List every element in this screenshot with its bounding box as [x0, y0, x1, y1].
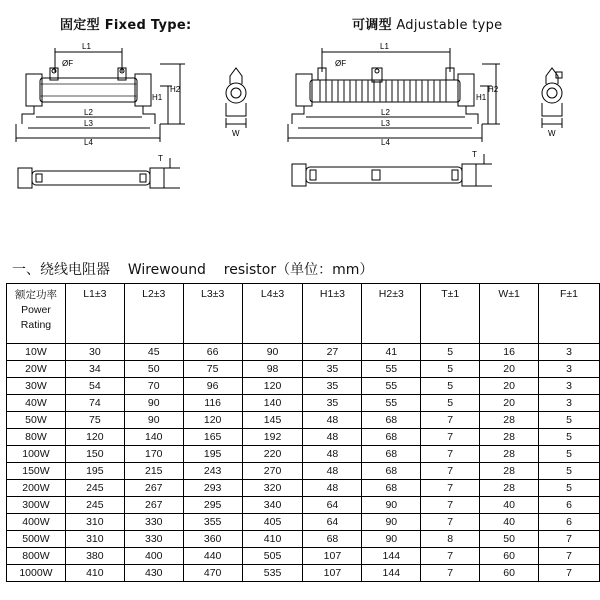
label-l2-fixed: L2 [84, 108, 93, 117]
table-cell: 68 [303, 531, 362, 548]
table-cell: 64 [303, 497, 362, 514]
label-w-adj: W [548, 129, 556, 138]
table-cell: 90 [362, 497, 421, 514]
table-cell: 270 [242, 463, 303, 480]
table-cell: 140 [124, 429, 183, 446]
fixed-top-view [18, 158, 180, 188]
table-cell: 140 [242, 395, 303, 412]
table-cell: 5 [421, 378, 480, 395]
table-cell: 48 [303, 480, 362, 497]
table-cell: 192 [242, 429, 303, 446]
table-cell: 7 [421, 429, 480, 446]
adjustable-top-view [292, 154, 492, 186]
table-cell: 440 [183, 548, 242, 565]
table-cell: 505 [242, 548, 303, 565]
table-row [7, 378, 600, 395]
table-cell: 5 [421, 344, 480, 361]
table-cell: 7 [421, 412, 480, 429]
label-l3-fixed: L3 [84, 119, 93, 128]
table-cell: 430 [124, 565, 183, 582]
fixed-type-cn: 固定型 [60, 18, 100, 33]
column-header: L2±3 [124, 284, 183, 344]
table-row [7, 429, 600, 446]
label-l3-adj: L3 [381, 119, 390, 128]
label-t-fixed: T [158, 154, 163, 163]
table-cell: 20 [480, 361, 539, 378]
power-rating-cell: 200W [7, 480, 66, 497]
rating-header-en1: Power [21, 304, 51, 316]
table-cell: 68 [362, 463, 421, 480]
table-cell: 165 [183, 429, 242, 446]
table-header-row [7, 284, 600, 344]
table-cell: 68 [362, 429, 421, 446]
column-header: L4±3 [242, 284, 303, 344]
table-row [7, 480, 600, 497]
table-row [7, 361, 600, 378]
table-cell: 120 [183, 412, 242, 429]
table-cell: 405 [242, 514, 303, 531]
column-header: L3±3 [183, 284, 242, 344]
column-header: H1±3 [303, 284, 362, 344]
table-cell: 7 [539, 531, 600, 548]
table-cell: 293 [183, 480, 242, 497]
dimension-labels [62, 42, 556, 163]
table-cell: 20 [480, 395, 539, 412]
label-l1-adj: L1 [380, 42, 389, 51]
label-h2-adj: H2 [488, 85, 499, 94]
table-row [7, 412, 600, 429]
table-cell: 70 [124, 378, 183, 395]
section-title-unit: resistor（单位：mm） [223, 262, 374, 278]
label-l4-fixed: L4 [84, 138, 93, 147]
table-cell: 310 [65, 514, 124, 531]
label-f-fixed: ØF [62, 59, 74, 68]
table-cell: 3 [539, 378, 600, 395]
table-row [7, 514, 600, 531]
table-cell: 41 [362, 344, 421, 361]
table-cell: 28 [480, 412, 539, 429]
table-cell: 267 [124, 497, 183, 514]
table-cell: 144 [362, 548, 421, 565]
table-cell: 48 [303, 412, 362, 429]
section-title-cn: 一、绕线电阻器 [12, 262, 110, 278]
label-l1-fixed: L1 [82, 42, 91, 51]
table-cell: 410 [65, 565, 124, 582]
adjustable-side-view [542, 68, 562, 128]
table-cell: 535 [242, 565, 303, 582]
table-cell: 144 [362, 565, 421, 582]
power-rating-cell: 100W [7, 446, 66, 463]
label-l2-adj: L2 [381, 108, 390, 117]
power-rating-cell: 10W [7, 344, 66, 361]
power-rating-cell: 50W [7, 412, 66, 429]
table-cell: 75 [65, 412, 124, 429]
label-l4-adj: L4 [381, 138, 390, 147]
table-cell: 90 [362, 531, 421, 548]
column-header-rating [7, 284, 66, 344]
table-cell: 16 [480, 344, 539, 361]
power-rating-cell: 500W [7, 531, 66, 548]
label-f-adj: ØF [335, 59, 347, 68]
table-cell: 116 [183, 395, 242, 412]
power-rating-cell: 30W [7, 378, 66, 395]
table-cell: 295 [183, 497, 242, 514]
table-row [7, 395, 600, 412]
power-rating-cell: 80W [7, 429, 66, 446]
table-cell: 107 [303, 548, 362, 565]
table-row [7, 531, 600, 548]
label-h2-fixed: H2 [170, 85, 181, 94]
fixed-side-view [226, 68, 246, 128]
table-cell: 8 [421, 531, 480, 548]
table-cell: 5 [539, 463, 600, 480]
table-cell: 243 [183, 463, 242, 480]
power-rating-cell: 20W [7, 361, 66, 378]
table-cell: 90 [124, 412, 183, 429]
adjustable-type-en: Adjustable type [396, 18, 503, 33]
table-cell: 30 [65, 344, 124, 361]
table-cell: 34 [65, 361, 124, 378]
table-row [7, 497, 600, 514]
table-cell: 5 [421, 361, 480, 378]
table-cell: 195 [183, 446, 242, 463]
power-rating-cell: 1000W [7, 565, 66, 582]
table-cell: 28 [480, 446, 539, 463]
dimension-drawing [0, 28, 600, 203]
table-cell: 400 [124, 548, 183, 565]
table-cell: 68 [362, 480, 421, 497]
table-cell: 60 [480, 565, 539, 582]
table-cell: 7 [421, 463, 480, 480]
table-cell: 50 [480, 531, 539, 548]
table-cell: 35 [303, 395, 362, 412]
table-cell: 35 [303, 361, 362, 378]
table-cell: 7 [421, 497, 480, 514]
table-cell: 90 [242, 344, 303, 361]
table-cell: 48 [303, 446, 362, 463]
table-cell: 54 [65, 378, 124, 395]
power-rating-cell: 800W [7, 548, 66, 565]
table-cell: 7 [539, 565, 600, 582]
label-t-adj: T [472, 150, 477, 159]
table-cell: 120 [65, 429, 124, 446]
rating-header-en2: Rating [20, 319, 52, 331]
table-cell: 28 [480, 480, 539, 497]
table-cell: 20 [480, 378, 539, 395]
table-cell: 64 [303, 514, 362, 531]
table-cell: 245 [65, 480, 124, 497]
table-cell: 107 [303, 565, 362, 582]
table-cell: 245 [65, 497, 124, 514]
table-cell: 96 [183, 378, 242, 395]
label-h1-adj: H1 [476, 93, 487, 102]
table-cell: 195 [65, 463, 124, 480]
table-cell: 7 [421, 446, 480, 463]
table-cell: 3 [539, 344, 600, 361]
table-cell: 27 [303, 344, 362, 361]
table-cell: 7 [539, 548, 600, 565]
column-header: L1±3 [65, 284, 124, 344]
table-cell: 3 [539, 395, 600, 412]
table-cell: 28 [480, 463, 539, 480]
power-rating-cell: 150W [7, 463, 66, 480]
section-title-en: Wirewound [127, 262, 206, 278]
adjustable-front-view [288, 48, 500, 142]
table-cell: 6 [539, 514, 600, 531]
table-cell: 60 [480, 548, 539, 565]
table-cell: 320 [242, 480, 303, 497]
table-cell: 120 [242, 378, 303, 395]
table-row [7, 446, 600, 463]
table-cell: 355 [183, 514, 242, 531]
table-cell: 3 [539, 361, 600, 378]
table-cell: 7 [421, 548, 480, 565]
table-cell: 150 [65, 446, 124, 463]
table-cell: 6 [539, 497, 600, 514]
spec-table [6, 283, 600, 582]
table-cell: 98 [242, 361, 303, 378]
table-cell: 330 [124, 514, 183, 531]
column-header: H2±3 [362, 284, 421, 344]
table-cell: 310 [65, 531, 124, 548]
table-cell: 410 [242, 531, 303, 548]
table-cell: 5 [421, 395, 480, 412]
table-body [7, 344, 600, 582]
table-cell: 330 [124, 531, 183, 548]
label-w-fixed: W [232, 129, 240, 138]
column-header: T±1 [421, 284, 480, 344]
fixed-type-en: Fixed Type: [104, 18, 192, 33]
table-cell: 66 [183, 344, 242, 361]
table-cell: 90 [362, 514, 421, 531]
table-cell: 380 [65, 548, 124, 565]
table-cell: 40 [480, 514, 539, 531]
rating-header-cn: 额定功率 [14, 289, 57, 301]
table-cell: 145 [242, 412, 303, 429]
table-cell: 55 [362, 361, 421, 378]
adjustable-type-cn: 可调型 [352, 18, 392, 33]
table-cell: 55 [362, 378, 421, 395]
label-h1-fixed: H1 [152, 93, 163, 102]
table-cell: 90 [124, 395, 183, 412]
table-row [7, 565, 600, 582]
table-cell: 28 [480, 429, 539, 446]
table-cell: 40 [480, 497, 539, 514]
table-cell: 340 [242, 497, 303, 514]
table-cell: 5 [539, 446, 600, 463]
table-row [7, 344, 600, 361]
table-cell: 55 [362, 395, 421, 412]
table-row [7, 463, 600, 480]
table-cell: 68 [362, 412, 421, 429]
table-cell: 7 [421, 565, 480, 582]
table-cell: 220 [242, 446, 303, 463]
table-cell: 360 [183, 531, 242, 548]
table-cell: 48 [303, 463, 362, 480]
table-cell: 48 [303, 429, 362, 446]
section-title [12, 259, 373, 279]
table-cell: 5 [539, 480, 600, 497]
table-cell: 5 [539, 412, 600, 429]
column-header: F±1 [539, 284, 600, 344]
table-row [7, 548, 600, 565]
table-cell: 74 [65, 395, 124, 412]
table-cell: 7 [421, 514, 480, 531]
table-cell: 215 [124, 463, 183, 480]
table-cell: 75 [183, 361, 242, 378]
table-cell: 470 [183, 565, 242, 582]
table-cell: 267 [124, 480, 183, 497]
table-cell: 35 [303, 378, 362, 395]
table-cell: 170 [124, 446, 183, 463]
column-header: W±1 [480, 284, 539, 344]
table-cell: 50 [124, 361, 183, 378]
power-rating-cell: 40W [7, 395, 66, 412]
table-cell: 5 [539, 429, 600, 446]
table-cell: 68 [362, 446, 421, 463]
table-cell: 7 [421, 480, 480, 497]
power-rating-cell: 400W [7, 514, 66, 531]
table-cell: 45 [124, 344, 183, 361]
power-rating-cell: 300W [7, 497, 66, 514]
